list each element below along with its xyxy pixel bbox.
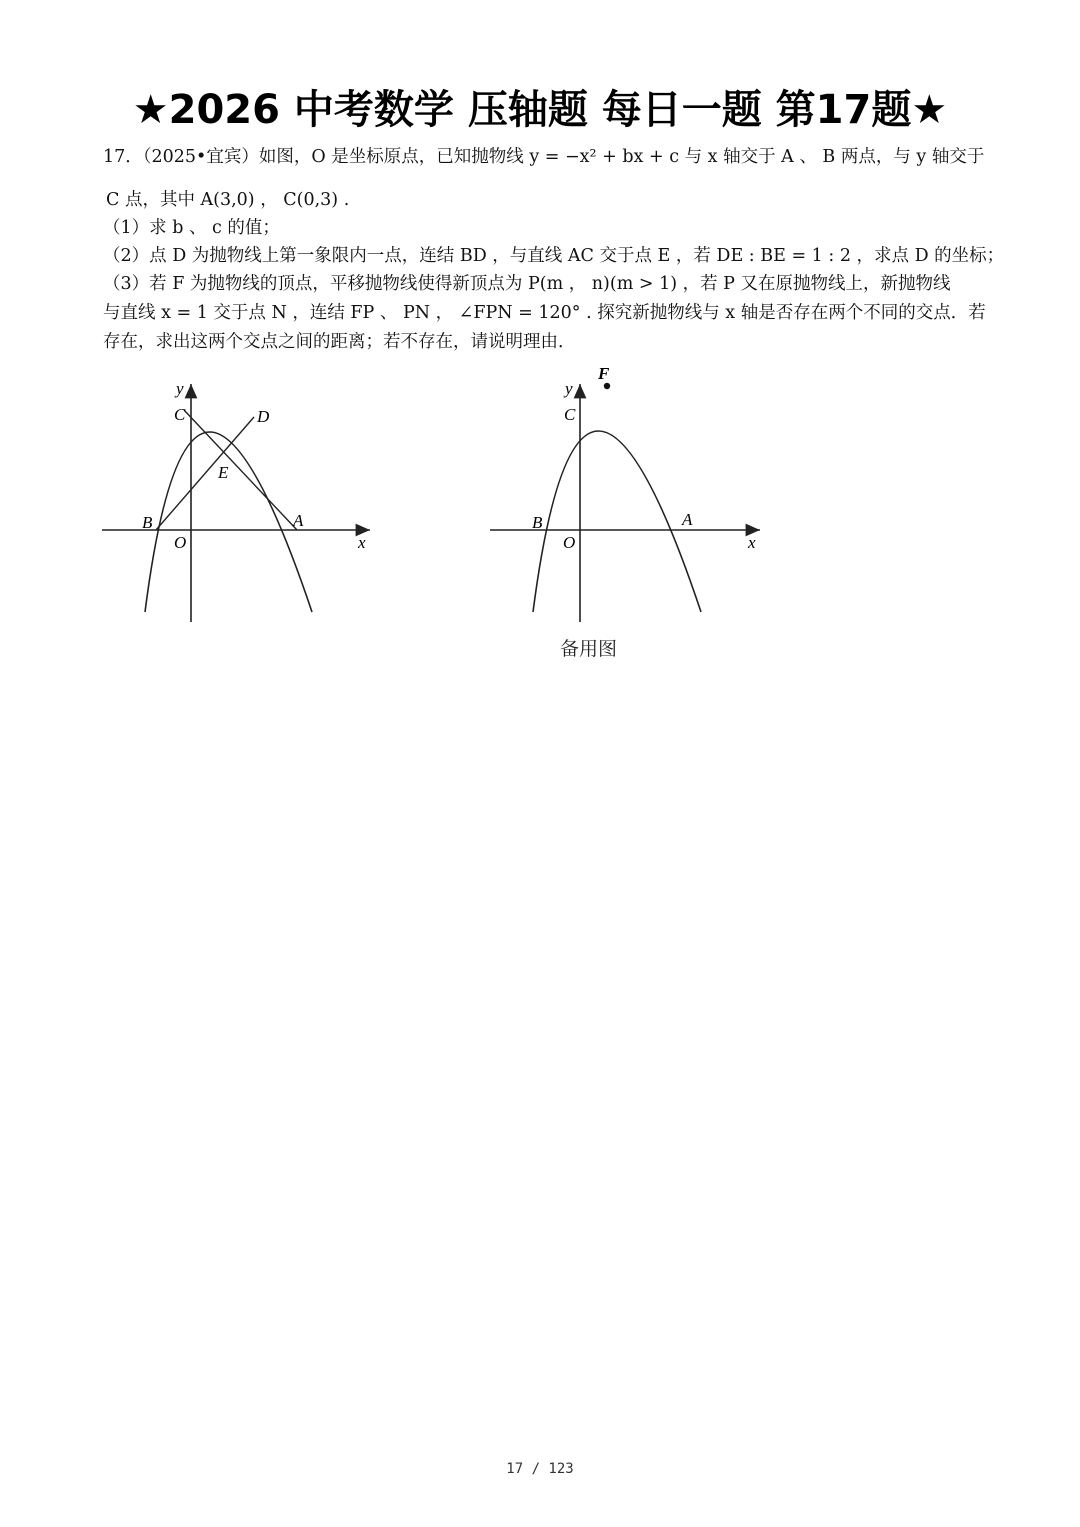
parabola (145, 432, 312, 612)
figure-backup-diagram (488, 362, 768, 628)
label-o: O (174, 533, 187, 552)
label-a: A (293, 511, 304, 530)
problem-line-2: C 点，其中 A(3,0) ， C(0,3) . (106, 190, 350, 210)
problem-line-1: 17．（2025•宜宾）如图，O 是坐标原点，已知抛物线 y = −x² + bx + c 与 x 轴交于 A 、 B 两点，与 y 轴交于 (103, 147, 985, 167)
label-x: x (358, 533, 366, 552)
label-c: C (564, 405, 576, 424)
label-y: y (176, 379, 184, 398)
vertex-f-point (604, 383, 610, 389)
label-y: y (565, 379, 573, 398)
problem-part-1: （1）求 b 、 c 的值； (103, 218, 280, 238)
label-d: D (257, 407, 270, 426)
label-o: O (563, 533, 576, 552)
problem-part-3-line-3: 存在，求出这两个交点之间的距离；若不存在，请说明理由． (103, 332, 576, 352)
parabola (533, 431, 701, 612)
label-c: C (174, 405, 186, 424)
label-b: B (532, 513, 543, 532)
page-number: 17 / 123 (506, 1461, 574, 1477)
problem-part-3-line-1: （3）若 F 为抛物线的顶点，平移抛物线使得新顶点为 P(m ， n)(m > 1) ，若 P 又在原抛物线上，新抛物线 (103, 274, 951, 294)
line-ac (184, 410, 297, 530)
label-e: E (218, 463, 229, 482)
figure-main-diagram (100, 372, 380, 628)
label-x: x (748, 533, 756, 552)
problem-part-2: （2）点 D 为抛物线上第一象限内一点，连结 BD ，与直线 AC 交于点 E ，若 DE : BE = 1 : 2 ，求点 D 的坐标； (103, 246, 1005, 266)
label-a: A (682, 510, 693, 529)
label-b: B (142, 513, 153, 532)
page-title: ★2026 中考数学 压轴题 每日一题 第17题★ (132, 87, 948, 133)
figure-caption: 备用图 (560, 638, 618, 660)
problem-part-3-line-2: 与直线 x = 1 交于点 N ，连结 FP 、 PN ， ∠FPN = 120° . 探究新抛物线与 x 轴是否存在两个不同的交点．若 (103, 303, 986, 323)
label-f: F (598, 364, 610, 383)
line-bd (156, 417, 254, 530)
